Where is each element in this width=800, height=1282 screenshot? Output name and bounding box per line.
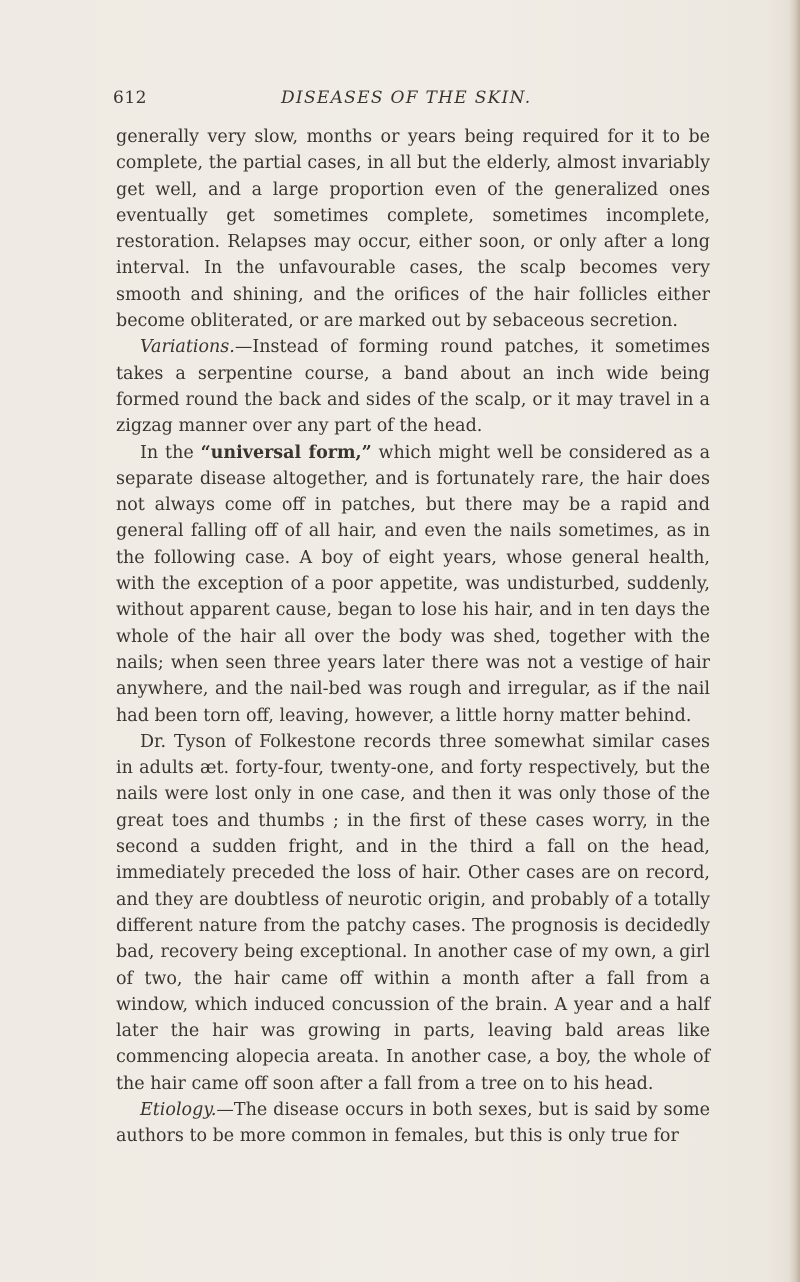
paragraph-variations — [116, 334, 710, 439]
paragraph-text: —The disease occurs in both sexes, but is said by some authors to be more common in females, but this is only true for — [116, 1099, 710, 1147]
paragraph-continuation — [116, 124, 710, 334]
paragraph-tyson — [116, 729, 710, 1097]
page-header — [113, 88, 713, 114]
paragraph-lead: In the — [140, 442, 201, 463]
page-number: 612 — [113, 88, 147, 108]
paragraph-text: which might well be considered as a separate disease altogether, and is fortunately rare, the hair does not always come off in patches, but there may be a rapid and general falling off of all hair, and even the nails sometimes, as in the following case. A boy of eight years, whose general health, with the exception of a poor appetite, was undisturbed, suddenly, without apparent cause, began to lose his hair, and in ten days the whole of the hair all over the body was shed, together with the nails; when seen three years later there was not a vestige of hair anywhere, and the nail-bed was rough and irregular, as if the nail had been torn off, leaving, however, a little horny matter behind. — [116, 442, 710, 726]
paragraph-universal-form — [116, 440, 710, 729]
paragraph-text: —Instead of forming round patches, it sometimes takes a serpentine course, a band about an inch wide being formed round the back and sides of the scalp, or it may travel in a zigzag manner over any part of the head. — [116, 337, 710, 437]
paragraph-text: generally very slow, months or years being required for it to be complete, the partial cases, in all but the elderly, almost invariably get well, and a large proportion even of the generalized ones eventually get sometimes complete, sometimes incomplete, restoration. Relapses may occur, either soon, or only after a long interval. In the unfavourable cases, the scalp becomes very smooth and shining, and the orifices of the hair follicles either become obliterated, or are marked out by sebaceous secretion. — [116, 127, 710, 332]
section-heading-etiology: Etiology. — [140, 1099, 217, 1120]
page-edge-shadow — [788, 0, 800, 1282]
paragraph-text: Dr. Tyson of Folkestone records three somewhat similar cases in adults æt. forty-four, twenty-one, and forty respectively, but the nails were lost only in one case, and then it was only those of the great toes and thumbs ; in the first of these cases worry, in the second a sudden fright, and in the third a fall on the head, immediately preceded the loss of hair. Other cases are on record, and they are doubtless of neurotic origin, and probably of a totally different nature from the patchy cases. The prognosis is decidedly bad, recovery being exceptional. In another case of my own, a girl of two, the hair came off within a month after a fall from a window, which induced concussion of the brain. A year and a half later the hair was growing in parts, leaving bald areas like commencing alopecia areata. In another case, a boy, the whole of the hair came off soon after a fall from a tree on to his head. — [116, 731, 710, 1094]
paragraph-etiology — [116, 1097, 710, 1150]
body-text — [116, 124, 710, 1150]
bold-term-universal-form: “universal form,” — [200, 442, 372, 463]
section-heading-variations: Variations. — [140, 337, 235, 358]
running-head: DISEASES OF THE SKIN. — [281, 88, 532, 108]
